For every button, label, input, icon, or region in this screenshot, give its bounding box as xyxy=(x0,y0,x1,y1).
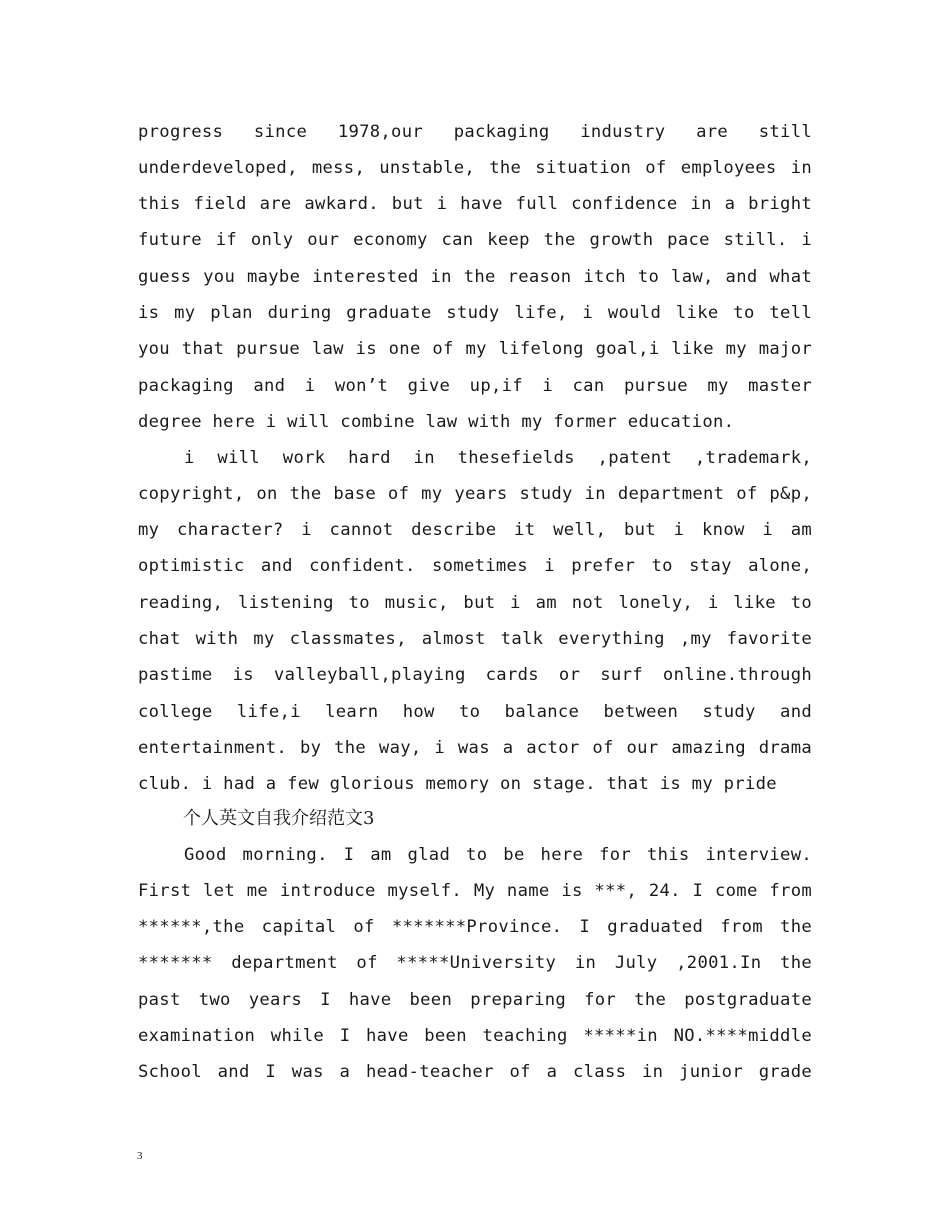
text-line: entertainment. by the way, i was a actor of our amazing drama xyxy=(138,738,812,758)
text-line: you that pursue law is one of my lifelong goal,i like my major xyxy=(138,339,812,359)
text-line: progress since 1978,our packaging industry are still xyxy=(138,122,812,142)
text-line: pastime is valleyball,playing cards or surf online.through xyxy=(138,665,812,685)
text-line: future if only our economy can keep the growth pace still. i xyxy=(138,230,812,250)
text-line: past two years I have been preparing for the postgraduate xyxy=(138,990,812,1010)
text-line: School and I was a head-teacher of a class in junior grade xyxy=(138,1062,812,1082)
text-line: ******,the capital of *******Province. I graduated from the xyxy=(138,917,812,937)
text-line: college life,i learn how to balance between study and xyxy=(138,702,812,722)
text-line: i will work hard in thesefields ,patent ,trademark, xyxy=(184,448,812,468)
text-line: is my plan during graduate study life, i would like to tell xyxy=(138,303,812,323)
text-line: this field are awkard. but i have full confidence in a bright xyxy=(138,194,812,214)
section-heading: 个人英文自我介绍范文3 xyxy=(183,808,375,829)
text-line: chat with my classmates, almost talk everything ,my favorite xyxy=(138,629,812,649)
text-line: examination while I have been teaching *****in NO.****middle xyxy=(138,1026,812,1046)
text-line: Good morning. I am glad to be here for this interview. xyxy=(184,845,812,865)
text-line: optimistic and confident. sometimes i prefer to stay alone, xyxy=(138,556,812,576)
text-line: underdeveloped, mess, unstable, the situation of employees in xyxy=(138,158,812,178)
text-line: degree here i will combine law with my former education. xyxy=(138,412,735,432)
text-line: ******* department of *****University in July ,2001.In the xyxy=(138,953,812,973)
page-number: 3 xyxy=(137,1150,143,1162)
text-line: copyright, on the base of my years study in department of p&p, xyxy=(138,484,812,504)
text-line: club. i had a few glorious memory on stage. that is my pride xyxy=(138,774,777,794)
text-line: reading, listening to music, but i am not lonely, i like to xyxy=(138,593,812,613)
text-line: guess you maybe interested in the reason itch to law, and what xyxy=(138,267,812,287)
text-line: packaging and i won’t give up,if i can pursue my master xyxy=(138,376,812,396)
text-line: my character? i cannot describe it well, but i know i am xyxy=(138,520,812,540)
text-line: First let me introduce myself. My name is ***, 24. I come from xyxy=(138,881,812,901)
